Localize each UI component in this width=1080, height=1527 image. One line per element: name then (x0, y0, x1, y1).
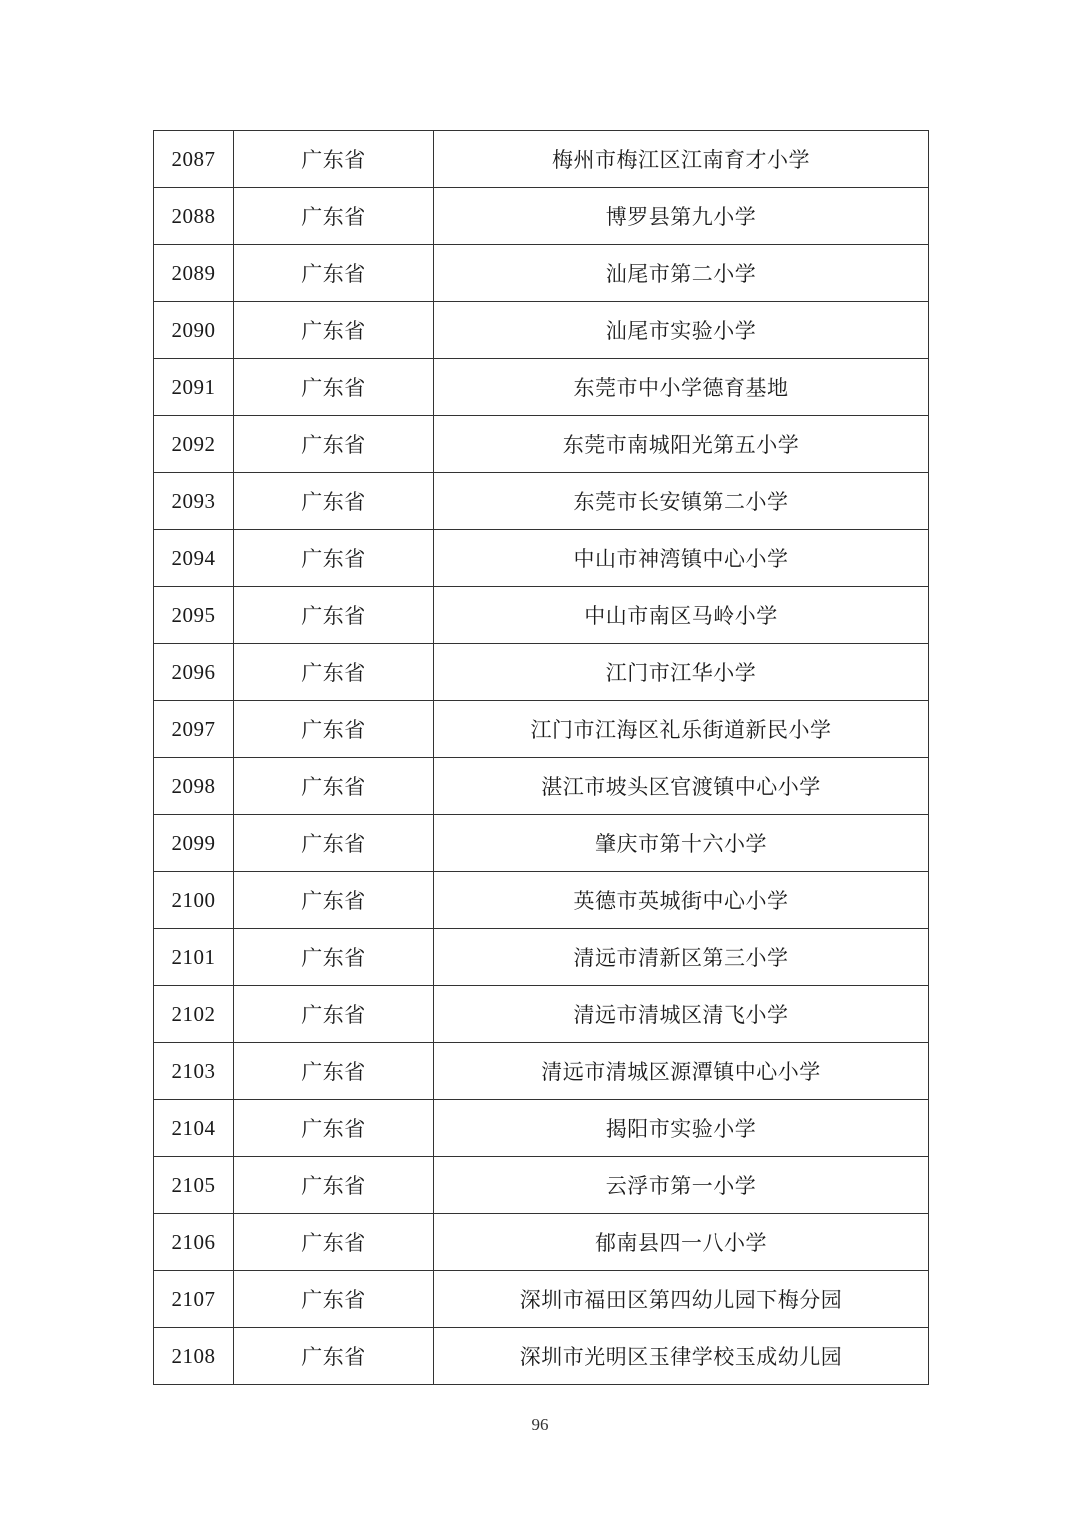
row-number-cell: 2091 (154, 359, 234, 416)
table-row (154, 245, 929, 302)
row-number-cell: 2101 (154, 929, 234, 986)
province-cell: 广东省 (234, 872, 434, 929)
row-number-cell: 2096 (154, 644, 234, 701)
table-body (154, 131, 929, 1385)
school-name-cell: 清远市清新区第三小学 (434, 929, 929, 986)
table-row (154, 872, 929, 929)
school-name-cell: 云浮市第一小学 (434, 1157, 929, 1214)
table-row (154, 1214, 929, 1271)
school-name-cell: 博罗县第九小学 (434, 188, 929, 245)
province-cell: 广东省 (234, 1214, 434, 1271)
table-row (154, 473, 929, 530)
row-number-cell: 2095 (154, 587, 234, 644)
province-cell: 广东省 (234, 131, 434, 188)
row-number-cell: 2092 (154, 416, 234, 473)
school-list-table (153, 130, 929, 1385)
province-cell: 广东省 (234, 302, 434, 359)
row-number-cell: 2093 (154, 473, 234, 530)
row-number-cell: 2088 (154, 188, 234, 245)
row-number-cell: 2102 (154, 986, 234, 1043)
row-number-cell: 2100 (154, 872, 234, 929)
table-row (154, 302, 929, 359)
table-row (154, 929, 929, 986)
school-name-cell: 湛江市坡头区官渡镇中心小学 (434, 758, 929, 815)
province-cell: 广东省 (234, 473, 434, 530)
province-cell: 广东省 (234, 530, 434, 587)
row-number-cell: 2094 (154, 530, 234, 587)
table-row (154, 1328, 929, 1385)
table-row (154, 188, 929, 245)
table-row (154, 815, 929, 872)
province-cell: 广东省 (234, 1271, 434, 1328)
school-name-cell: 汕尾市第二小学 (434, 245, 929, 302)
province-cell: 广东省 (234, 701, 434, 758)
row-number-cell: 2105 (154, 1157, 234, 1214)
school-name-cell: 江门市江海区礼乐街道新民小学 (434, 701, 929, 758)
table-row (154, 1157, 929, 1214)
school-name-cell: 深圳市光明区玉律学校玉成幼儿园 (434, 1328, 929, 1385)
school-name-cell: 梅州市梅江区江南育才小学 (434, 131, 929, 188)
table-row (154, 530, 929, 587)
table-row (154, 131, 929, 188)
row-number-cell: 2104 (154, 1100, 234, 1157)
table-row (154, 416, 929, 473)
province-cell: 广东省 (234, 1043, 434, 1100)
page-number: 96 (531, 1415, 549, 1434)
province-cell: 广东省 (234, 245, 434, 302)
province-cell: 广东省 (234, 644, 434, 701)
row-number-cell: 2099 (154, 815, 234, 872)
table-row (154, 359, 929, 416)
row-number-cell: 2098 (154, 758, 234, 815)
row-number-cell: 2106 (154, 1214, 234, 1271)
school-name-cell: 中山市南区马岭小学 (434, 587, 929, 644)
school-name-cell: 东莞市长安镇第二小学 (434, 473, 929, 530)
province-cell: 广东省 (234, 929, 434, 986)
row-number-cell: 2097 (154, 701, 234, 758)
row-number-cell: 2107 (154, 1271, 234, 1328)
table-row (154, 644, 929, 701)
row-number-cell: 2103 (154, 1043, 234, 1100)
province-cell: 广东省 (234, 815, 434, 872)
school-name-cell: 英德市英城街中心小学 (434, 872, 929, 929)
table-row (154, 587, 929, 644)
province-cell: 广东省 (234, 1157, 434, 1214)
province-cell: 广东省 (234, 1100, 434, 1157)
table-row (154, 1043, 929, 1100)
school-name-cell: 肇庆市第十六小学 (434, 815, 929, 872)
province-cell: 广东省 (234, 587, 434, 644)
province-cell: 广东省 (234, 416, 434, 473)
row-number-cell: 2090 (154, 302, 234, 359)
row-number-cell: 2087 (154, 131, 234, 188)
school-name-cell: 揭阳市实验小学 (434, 1100, 929, 1157)
row-number-cell: 2108 (154, 1328, 234, 1385)
table-row (154, 986, 929, 1043)
province-cell: 广东省 (234, 986, 434, 1043)
province-cell: 广东省 (234, 1328, 434, 1385)
school-name-cell: 清远市清城区源潭镇中心小学 (434, 1043, 929, 1100)
table-row (154, 758, 929, 815)
school-name-cell: 东莞市中小学德育基地 (434, 359, 929, 416)
school-name-cell: 深圳市福田区第四幼儿园下梅分园 (434, 1271, 929, 1328)
school-name-cell: 汕尾市实验小学 (434, 302, 929, 359)
school-name-cell: 郁南县四一八小学 (434, 1214, 929, 1271)
province-cell: 广东省 (234, 359, 434, 416)
row-number-cell: 2089 (154, 245, 234, 302)
province-cell: 广东省 (234, 188, 434, 245)
table-row (154, 701, 929, 758)
province-cell: 广东省 (234, 758, 434, 815)
school-name-cell: 中山市神湾镇中心小学 (434, 530, 929, 587)
table-row (154, 1271, 929, 1328)
school-name-cell: 清远市清城区清飞小学 (434, 986, 929, 1043)
table-row (154, 1100, 929, 1157)
school-name-cell: 东莞市南城阳光第五小学 (434, 416, 929, 473)
school-name-cell: 江门市江华小学 (434, 644, 929, 701)
